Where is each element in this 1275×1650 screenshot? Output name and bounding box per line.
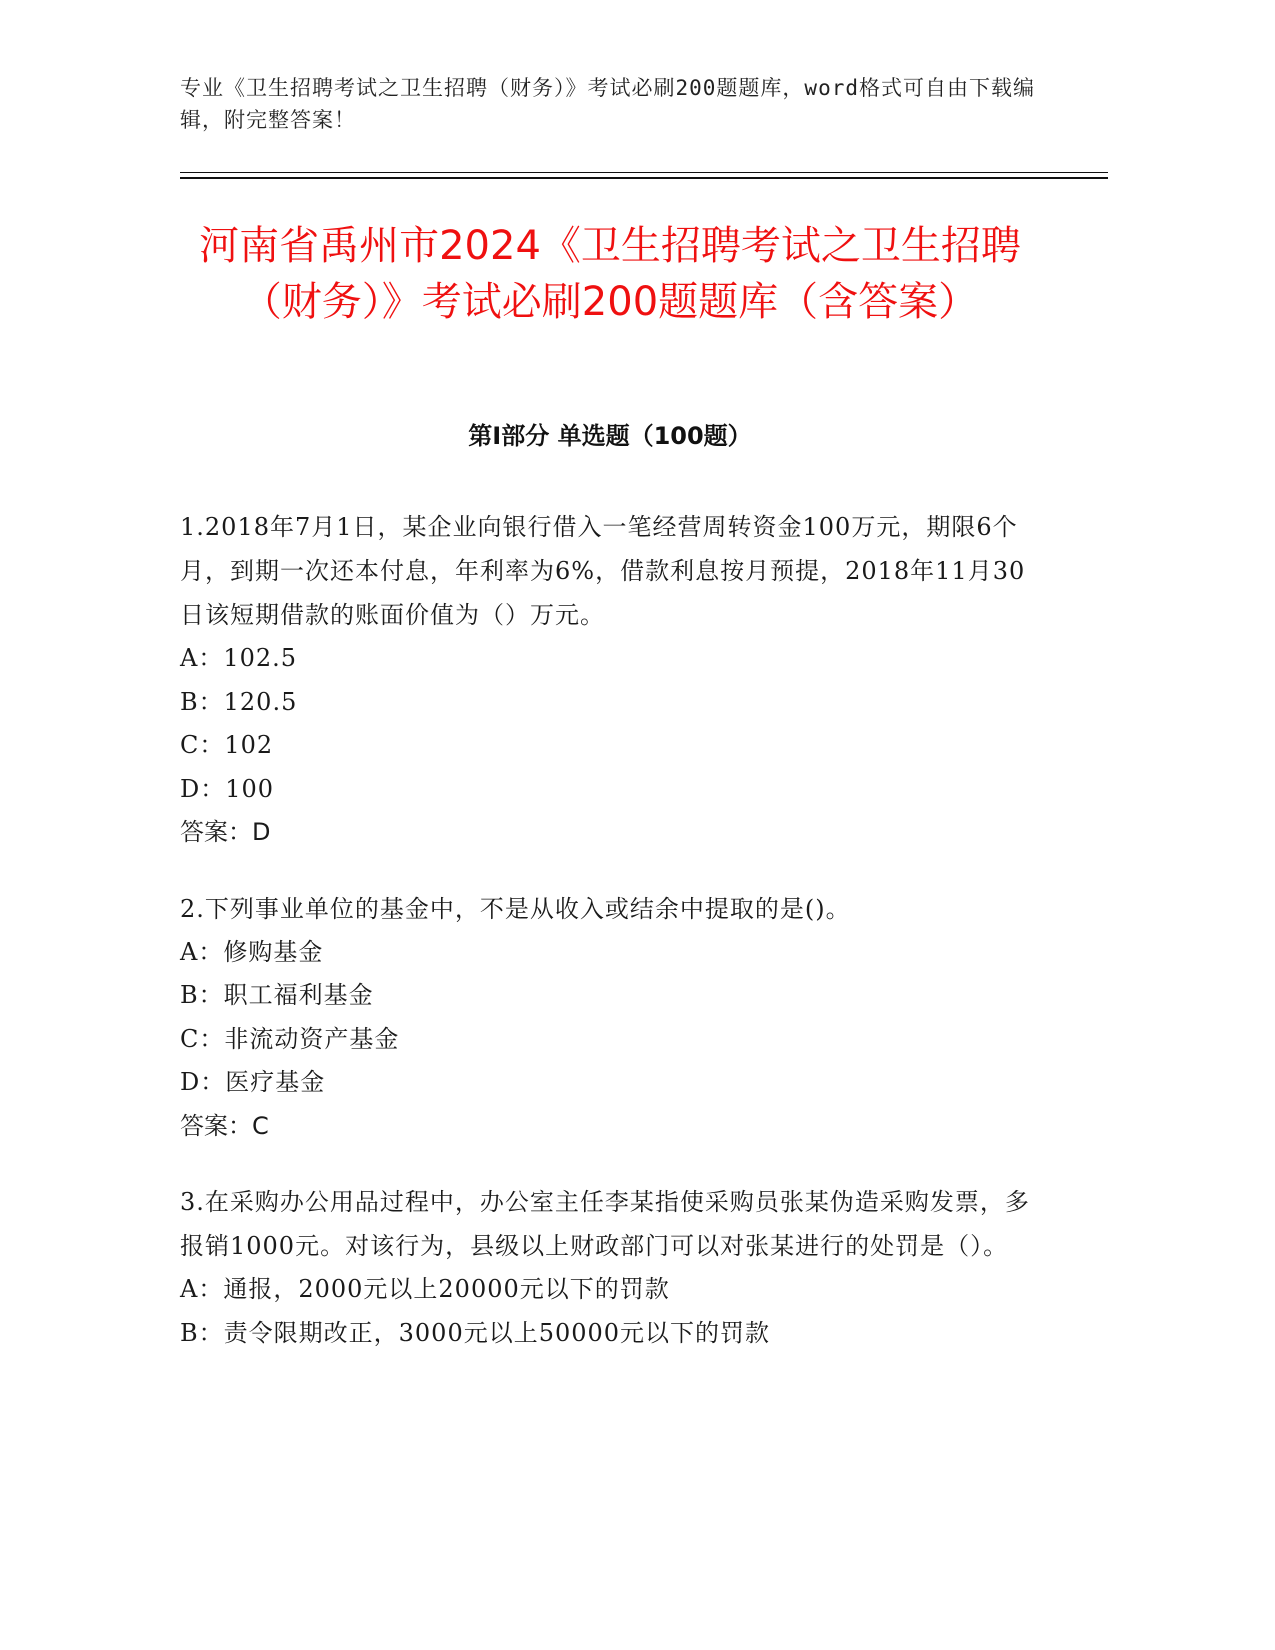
option-b: B：120.5 <box>180 687 298 716</box>
option-c: C：102 <box>180 731 274 759</box>
question-stem: 2.下列事业单位的基金中，不是从收入或结余中提取的是()。 <box>180 894 851 923</box>
question-stem: 1.2018年7月1日，某企业向银行借入一笔经营周转资金100万元，期限6个月，到期一次还本付息，年利率为6%，借款利息按月预提，2018年11月30日该短期借款的账面价值为（）万元。 <box>180 513 1026 629</box>
section-heading: 第Ⅰ部分 单选题（100题） <box>468 422 752 450</box>
option-b: B：职工福利基金 <box>180 981 374 1009</box>
option-b: B：责令限期改正，3000元以上50000元以下的罚款 <box>180 1318 771 1347</box>
answer: 答案：C <box>180 1111 269 1140</box>
option-a: A：102.5 <box>180 644 298 672</box>
option-c: C：非流动资产基金 <box>180 1024 400 1053</box>
question-2 <box>180 887 1040 1149</box>
answer: 答案：D <box>180 818 271 846</box>
header-note: 专业《卫生招聘考试之卫生招聘（财务）》考试必刷200题题库，word格式可自由下载编辑，附完整答案！ <box>180 76 1035 132</box>
question-3 <box>180 1180 1040 1355</box>
option-a: A：通报，2000元以上20000元以下的罚款 <box>180 1275 670 1303</box>
option-d: D：100 <box>180 774 275 803</box>
option-a: A：修购基金 <box>180 937 324 966</box>
document-title: 河南省禹州市2024《卫生招聘考试之卫生招聘（财务）》考试必刷200题题库（含答案） <box>199 223 1021 325</box>
option-d: D：医疗基金 <box>180 1068 326 1096</box>
header-divider-thick <box>180 177 1108 179</box>
question-1 <box>180 505 1040 855</box>
header-divider-thin <box>180 172 1108 173</box>
question-stem: 3.在采购办公用品过程中，办公室主任李某指使采购员张某伪造采购发票，多报销1000元。对该行为，县级以上财政部门可以对张某进行的处罚是（）。 <box>180 1188 1030 1260</box>
question-list <box>180 505 1040 1387</box>
